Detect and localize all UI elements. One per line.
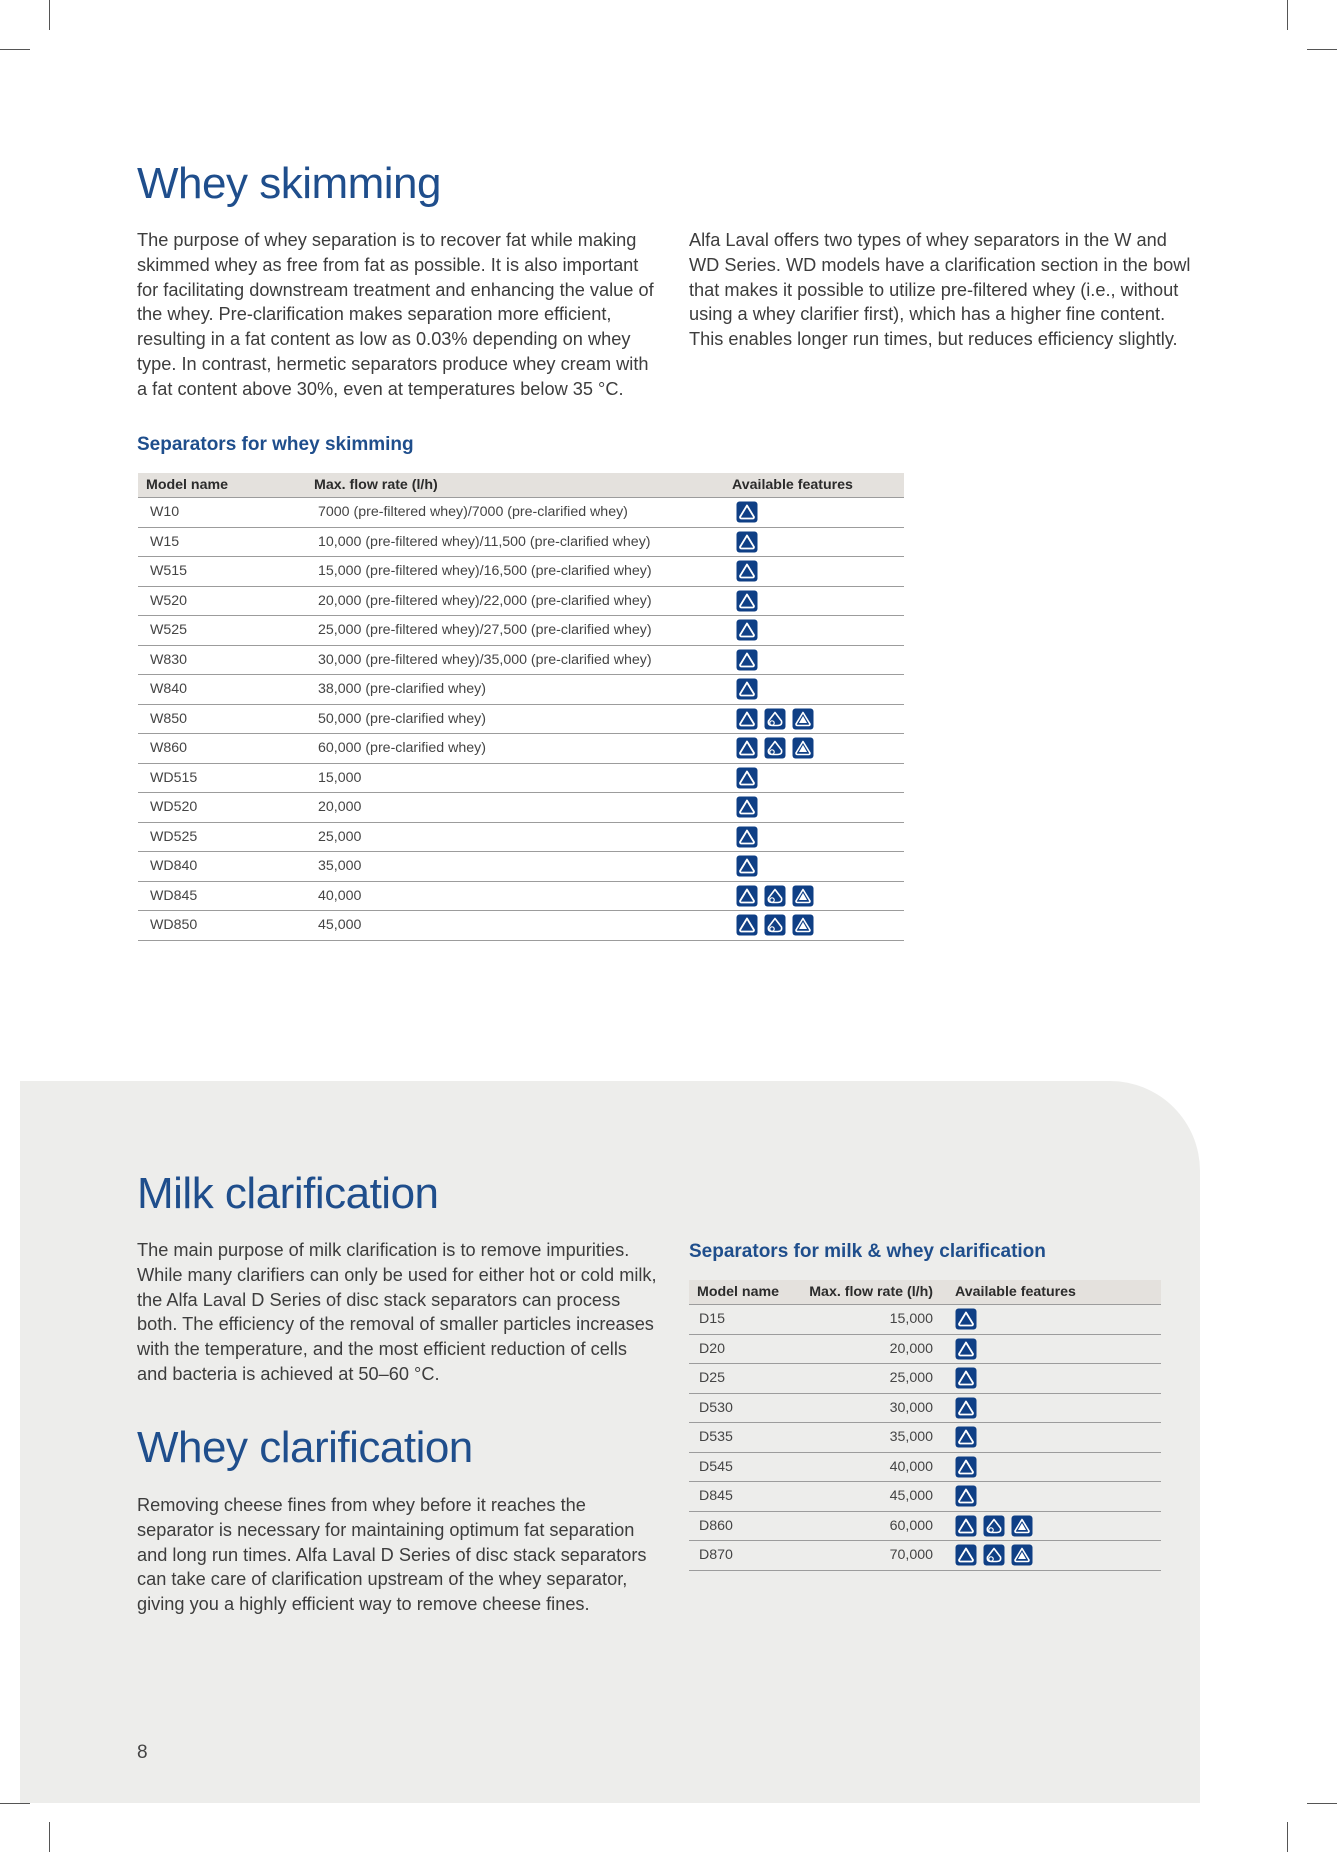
flow-rate-cell: 15,000 [306,763,724,793]
column-header-features: Available features [724,473,904,498]
hermetic-design-icon [955,1397,977,1419]
table-row [138,527,904,557]
hermetic-design-icon [955,1544,977,1566]
model-name-cell: D845 [689,1482,793,1512]
flow-rate-cell: 30,000 (pre-filtered whey)/35,000 (pre-clarified whey) [306,645,724,675]
flow-rate-cell: 7000 (pre-filtered whey)/7000 (pre-clarified whey) [306,498,724,528]
flow-rate-cell: 60,000 [793,1511,945,1541]
crop-mark-top-right-v [1287,0,1288,30]
table-row [138,498,904,528]
table-header-row [138,473,904,498]
flow-rate-cell: 25,000 [793,1364,945,1394]
model-name-cell: W515 [138,557,306,587]
model-name-cell: WD515 [138,763,306,793]
whey-skimming-table-body [138,498,904,941]
model-name-cell: D530 [689,1393,793,1423]
column-header-flow: Max. flow rate (l/h) [306,473,724,498]
flow-rate-cell: 25,000 [306,822,724,852]
model-name-cell: W830 [138,645,306,675]
features-cell [724,527,904,557]
table-row [138,645,904,675]
whey-skimming-heading: Whey skimming [137,159,441,208]
whey-clarification-paragraph: Removing cheese fines from whey before it reaches the separator is necessary for maintaining optimum fat separation and long run times. Alfa Laval D Series of disc stack separators can take care of clarification upstream of the whey separator, giving you a highly efficient way to remove cheese fines. [137,1495,647,1615]
model-name-cell: WD845 [138,881,306,911]
features-cell [724,763,904,793]
features-cell [724,822,904,852]
crop-mark-bottom-right-h [1307,1803,1337,1804]
flow-rate-cell: 15,000 [793,1305,945,1335]
hermetic-design-icon [736,649,758,671]
model-name-cell: D15 [689,1305,793,1335]
energy-saving-icon [764,914,786,936]
features-cell [724,881,904,911]
table-row [689,1305,1161,1335]
table-row [138,586,904,616]
hermetic-design-icon [736,855,758,877]
features-cell [724,616,904,646]
features-cell [724,498,904,528]
features-cell [724,704,904,734]
hermetic-design-icon [736,678,758,700]
table-row [138,704,904,734]
features-cell [724,557,904,587]
flow-rate-cell: 60,000 (pre-clarified whey) [306,734,724,764]
direct-drive-icon [792,708,814,730]
hermetic-design-icon [955,1338,977,1360]
table-row [138,763,904,793]
flow-rate-cell: 40,000 [306,881,724,911]
table-row [138,793,904,823]
model-name-cell: D860 [689,1511,793,1541]
table-row [689,1452,1161,1482]
table-row [138,852,904,882]
flow-rate-cell: 20,000 [793,1334,945,1364]
crop-mark-bottom-left-h [0,1803,30,1804]
whey-skimming-paragraph-right: Alfa Laval offers two types of whey separators in the W and WD Series. WD models have a clarification section in the bowl that makes it possible to utilize pre-filtered whey (i.e., without using a whey clarifier first), which has a higher fine content. This enables longer run times, but reduces efficiency slightly. [689,230,1191,350]
features-cell [945,1393,1161,1423]
hermetic-design-icon [955,1456,977,1478]
features-cell [945,1511,1161,1541]
features-cell [724,911,904,941]
flow-rate-cell: 15,000 (pre-filtered whey)/16,500 (pre-clarified whey) [306,557,724,587]
crop-mark-top-right-h [1307,49,1337,50]
features-cell [945,1423,1161,1453]
clarification-table-title: Separators for milk & whey clarification [689,1241,1046,1262]
model-name-cell: W525 [138,616,306,646]
hermetic-design-icon [736,914,758,936]
table-row [138,675,904,705]
whey-skimming-table [138,473,904,941]
model-name-cell: W840 [138,675,306,705]
direct-drive-icon [1011,1515,1033,1537]
hermetic-design-icon [736,501,758,523]
features-cell [945,1482,1161,1512]
features-cell [945,1334,1161,1364]
hermetic-design-icon [736,590,758,612]
direct-drive-icon [1011,1544,1033,1566]
hermetic-design-icon [955,1485,977,1507]
hermetic-design-icon [736,531,758,553]
model-name-cell: D870 [689,1541,793,1571]
hermetic-design-icon [955,1308,977,1330]
table-row [138,911,904,941]
energy-saving-icon [764,737,786,759]
table-row [689,1393,1161,1423]
features-cell [724,645,904,675]
model-name-cell: WD850 [138,911,306,941]
hermetic-design-icon [736,708,758,730]
table-row [138,557,904,587]
flow-rate-cell: 20,000 [306,793,724,823]
milk-clarification-heading: Milk clarification [137,1169,439,1218]
model-name-cell: D545 [689,1452,793,1482]
column-header-flow: Max. flow rate (l/h) [793,1280,945,1305]
energy-saving-icon [983,1515,1005,1537]
model-name-cell: W860 [138,734,306,764]
hermetic-design-icon [736,796,758,818]
hermetic-design-icon [736,767,758,789]
flow-rate-cell: 70,000 [793,1541,945,1571]
table-row [138,822,904,852]
table-row [138,881,904,911]
direct-drive-icon [792,737,814,759]
crop-mark-bottom-right-v [1287,1822,1288,1852]
features-cell [724,852,904,882]
clarification-table-body [689,1305,1161,1571]
table-row [689,1364,1161,1394]
model-name-cell: W520 [138,586,306,616]
model-name-cell: D20 [689,1334,793,1364]
features-cell [945,1364,1161,1394]
model-name-cell: WD525 [138,822,306,852]
direct-drive-icon [792,914,814,936]
table-row [689,1511,1161,1541]
model-name-cell: D25 [689,1364,793,1394]
hermetic-design-icon [955,1426,977,1448]
crop-mark-top-left-v [49,0,50,30]
clarification-table [689,1280,1161,1571]
table-row [138,616,904,646]
hermetic-design-icon [736,826,758,848]
crop-mark-top-left-h [0,49,30,50]
whey-skimming-paragraph-left: The purpose of whey separation is to recover fat while making skimmed whey as free from fat as possible. It is also important for facilitating downstream treatment and enhancing the value of the whey. Pre-clarification makes separation more efficient, resulting in a fat content as low as 0.03% depending on whey type. In contrast, hermetic separators produce whey cream with a fat content above 30%, even at temperatures below 35 °C. [137,230,654,399]
flow-rate-cell: 35,000 [793,1423,945,1453]
table-header-row [689,1280,1161,1305]
model-name-cell: WD520 [138,793,306,823]
model-name-cell: W850 [138,704,306,734]
flow-rate-cell: 50,000 (pre-clarified whey) [306,704,724,734]
whey-clarification-heading: Whey clarification [137,1423,473,1472]
page-number: 8 [137,1742,148,1763]
flow-rate-cell: 10,000 (pre-filtered whey)/11,500 (pre-clarified whey) [306,527,724,557]
column-header-features: Available features [945,1280,1161,1305]
flow-rate-cell: 45,000 [793,1482,945,1512]
whey-skimming-table-title: Separators for whey skimming [137,434,414,455]
table-row [689,1423,1161,1453]
column-header-model: Model name [138,473,306,498]
energy-saving-icon [983,1544,1005,1566]
table-row [689,1482,1161,1512]
features-cell [724,675,904,705]
direct-drive-icon [792,885,814,907]
hermetic-design-icon [736,737,758,759]
table-row [689,1334,1161,1364]
features-cell [724,586,904,616]
model-name-cell: WD840 [138,852,306,882]
milk-clarification-paragraph: The main purpose of milk clarification is to remove impurities. While many clarifiers can only be used for either hot or cold milk, the Alfa Laval D Series of disc stack separators can process both. The efficiency of the removal of smaller particles increases with the temperature, and the most efficient reduction of cells and bacteria is achieved at 50–60 °C. [137,1240,657,1384]
hermetic-design-icon [736,885,758,907]
crop-mark-bottom-left-v [49,1822,50,1852]
hermetic-design-icon [955,1515,977,1537]
model-name-cell: W10 [138,498,306,528]
flow-rate-cell: 30,000 [793,1393,945,1423]
table-row [689,1541,1161,1571]
features-cell [945,1452,1161,1482]
table-row [138,734,904,764]
hermetic-design-icon [736,619,758,641]
energy-saving-icon [764,708,786,730]
flow-rate-cell: 38,000 (pre-clarified whey) [306,675,724,705]
column-header-model: Model name [689,1280,793,1305]
features-cell [724,793,904,823]
hermetic-design-icon [736,560,758,582]
flow-rate-cell: 40,000 [793,1452,945,1482]
features-cell [945,1305,1161,1335]
hermetic-design-icon [955,1367,977,1389]
flow-rate-cell: 25,000 (pre-filtered whey)/27,500 (pre-clarified whey) [306,616,724,646]
flow-rate-cell: 35,000 [306,852,724,882]
model-name-cell: W15 [138,527,306,557]
flow-rate-cell: 20,000 (pre-filtered whey)/22,000 (pre-clarified whey) [306,586,724,616]
energy-saving-icon [764,885,786,907]
model-name-cell: D535 [689,1423,793,1453]
flow-rate-cell: 45,000 [306,911,724,941]
features-cell [724,734,904,764]
features-cell [945,1541,1161,1571]
